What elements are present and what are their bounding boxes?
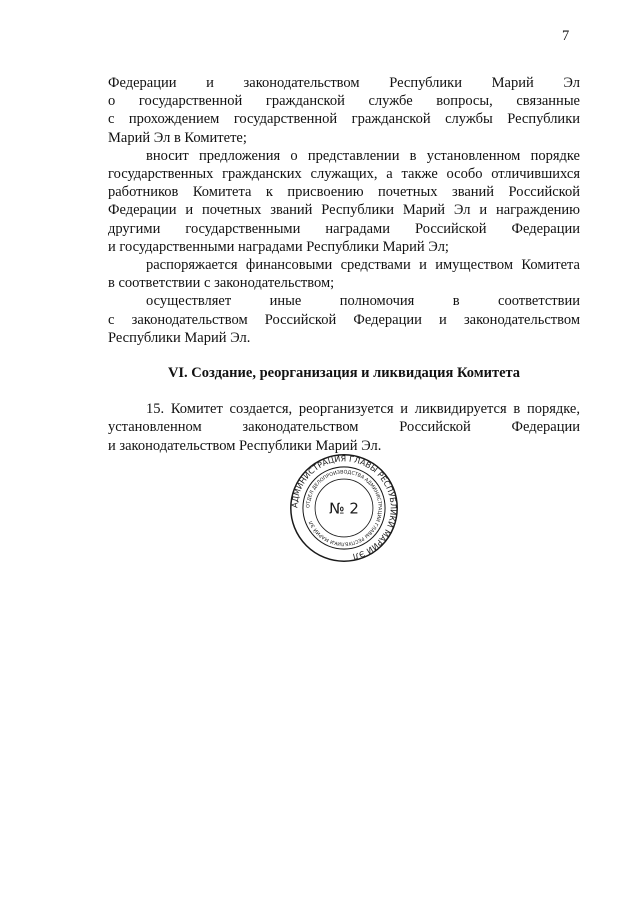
section-heading: VI. Создание, реорганизация и ликвидация Комитета — [167, 365, 521, 382]
text-line: распоряжается финансовыми средствами и имуществом Комитета — [146, 257, 580, 274]
text-line: и государственными наградами Республики Марий Эл; — [108, 238, 449, 255]
text-line: Федерации и законодательством Республики Марий Эл — [108, 75, 580, 91]
text-line: с прохождением государственной гражданской службы Республики — [108, 111, 580, 128]
text-line: в соответствии с законодательством; — [108, 275, 335, 292]
seal-inner-text: ОТДЕЛ ДЕЛОПРОИЗВОДСТВА АДМИНИСТРАЦИИ ГЛАВЫ РЕСПУБЛИКИ МАРИЙ ЭЛ — [305, 469, 383, 547]
text-line: работников Комитета к присвоению почетных званий Российской — [108, 184, 580, 201]
text-line: и законодательством Республики Марий Эл. — [108, 437, 382, 454]
seal-icon — [288, 452, 400, 564]
paragraph-civil-service — [108, 74, 580, 147]
text-line: Марий Эл в Комитете; — [108, 129, 247, 146]
text-line: другими государственными наградами Российской Федерации — [108, 220, 580, 237]
page-number: 7 — [562, 28, 570, 44]
text-line: Республики Марий Эл. — [108, 329, 251, 346]
paragraph-finances — [108, 256, 580, 292]
document-body — [108, 74, 580, 455]
text-line: Федерации и почетных званий Республики Марий Эл и награждению — [108, 202, 580, 219]
paragraph-awards — [108, 147, 580, 256]
text-line: осуществляет иные полномочия в соответствии — [146, 293, 580, 310]
text-line: с законодательством Российской Федерации и законодательством — [108, 311, 580, 328]
seal-number: № 2 — [329, 499, 359, 518]
text-line: вносит предложения о представлении в установленном порядке — [146, 147, 580, 164]
text-line: о государственной гражданской службе вопросы, связанные — [108, 93, 580, 110]
paragraph-clause-15 — [108, 400, 580, 455]
paragraph-other-powers — [108, 292, 580, 347]
text-line: 15. Комитет создается, реорганизуется и ликвидируется в порядке, — [146, 401, 580, 418]
official-seal — [288, 452, 400, 564]
text-line: установленном законодательством Российской Федерации — [108, 419, 580, 436]
text-line: государственных гражданских служащих, а также особо отличившихся — [108, 166, 580, 183]
seal-outer-text: АДМИНИСТРАЦИЯ ГЛАВЫ РЕСПУБЛИКИ МАРИЙ ЭЛ — [290, 454, 398, 561]
